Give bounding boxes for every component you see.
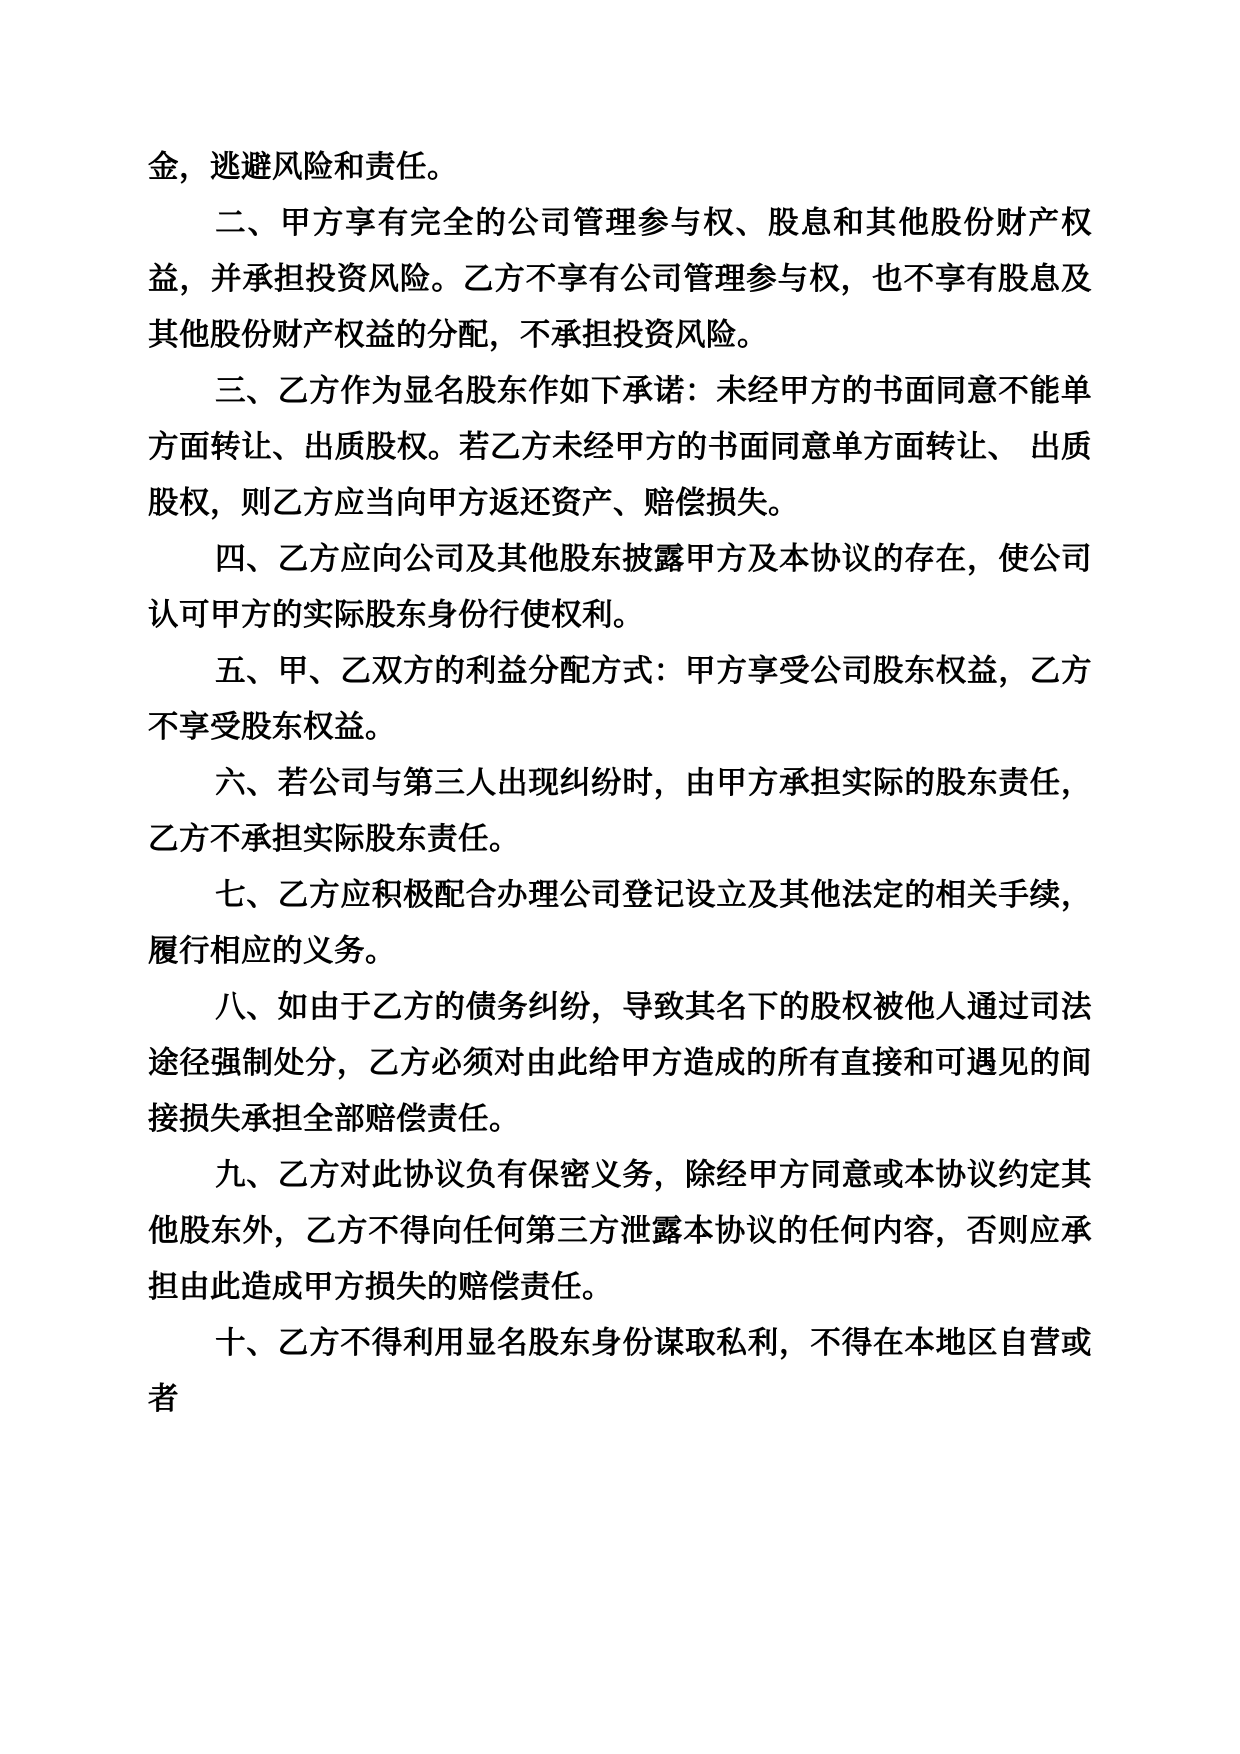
paragraph-clause-2: 二、甲方享有完全的公司管理参与权、股息和其他股份财产权益，并承担投资风险。乙方不享有公司管理参与权，也不享有股息及其他股份财产权益的分配，不承担投资风险。 — [148, 206, 1092, 353]
paragraph-clause-10: 十、乙方不得利用显名股东身份谋取私利，不得在本地区自营或者 — [148, 1326, 1092, 1417]
paragraph-clause-4: 四、乙方应向公司及其他股东披露甲方及本协议的存在，使公司认可甲方的实际股东身份行使权利。 — [148, 542, 1092, 633]
paragraph-clause-3: 三、乙方作为显名股东作如下承诺：未经甲方的书面同意不能单方面转让、出质股权。若乙方未经甲方的书面同意单方面转让、 出质股权，则乙方应当向甲方返还资产、赔偿损失。 — [148, 374, 1092, 521]
paragraph-clause-5: 五、甲、乙双方的利益分配方式：甲方享受公司股东权益，乙方不享受股东权益。 — [148, 654, 1092, 745]
paragraph-clause-9: 九、乙方对此协议负有保密义务，除经甲方同意或本协议约定其他股东外，乙方不得向任何第三方泄露本协议的任何内容，否则应承担由此造成甲方损失的赔偿责任。 — [148, 1158, 1092, 1305]
paragraph-clause-7: 七、乙方应积极配合办理公司登记设立及其他法定的相关手续，履行相应的义务。 — [148, 878, 1092, 969]
paragraph-continued-line: 金，逃避风险和责任。 — [148, 150, 458, 185]
paragraph-clause-8: 八、如由于乙方的债务纠纷，导致其名下的股权被他人通过司法途径强制处分，乙方必须对由此给甲方造成的所有直接和可遇见的间接损失承担全部赔偿责任。 — [148, 990, 1092, 1137]
document-body — [148, 140, 1092, 1428]
paragraph-clause-6: 六、若公司与第三人出现纠纷时，由甲方承担实际的股东责任，乙方不承担实际股东责任。 — [148, 766, 1092, 857]
